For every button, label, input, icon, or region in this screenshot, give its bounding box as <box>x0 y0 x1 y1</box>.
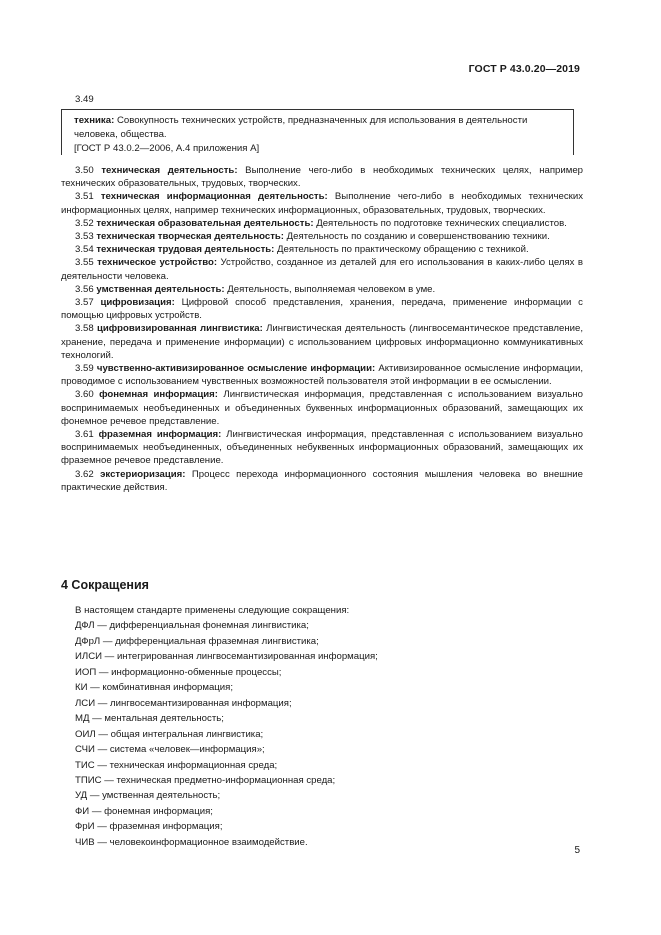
boxed-term-source: [ГОСТ Р 43.0.2—2006, А.4 приложения А] <box>74 143 260 155</box>
term-entry: 3.58 цифровизированная лингвистика: Лингвистическая деятельность (лингвосемантическое представление, хранение, передача и применение информации) с использованием цифровых информационно коммуникативных технологий. <box>61 323 583 361</box>
term-entry: 3.51 техническая информационная деятельность: Выполнение чего-либо в необходимых технических информационных целях, например технических информационных, образовательных, трудовых, творческих. <box>61 191 583 216</box>
list-item: ФрИ — фраземная информация; <box>75 821 223 833</box>
standard-code: ГОСТ Р 43.0.20—2019 <box>468 63 580 75</box>
term-entry: 3.61 фраземная информация: Лингвистическая информация, представленная с использованием визуально воспринимаемых необъединенных, объединенных небуквенных информационных образований, замещающих их фраземное речевое представление. <box>61 429 584 467</box>
term-entry: 3.53 техническая творческая деятельность: Деятельность по созданию и совершенствованию техники. <box>75 231 550 243</box>
boxed-term-text: Совокупность технических устройств, предназначенных для использования в деятельности человека, общества. <box>74 115 528 141</box>
list-item: КИ — комбинативная информация; <box>75 682 234 694</box>
term-entry: 3.54 техническая трудовая деятельность: Деятельность по практическому обращению с техникой. <box>75 244 529 256</box>
term-entry: 3.62 экстериоризация: Процесс перехода информационного состояния мышления человека во внешние практические действия. <box>61 468 583 493</box>
term-entry: 3.60 фонемная информация: Лингвистическая информация, представленная с использованием визуально воспринимаемых необъединенных и объединенных буквенных информационных образований, замещающих их фонемное речевое представление. <box>61 389 583 427</box>
list-item: ОИЛ — общая интегральная лингвистика; <box>75 728 264 740</box>
list-item: УД — умственная деятельность; <box>75 790 221 802</box>
section-title: 4 Сокращения <box>61 578 149 592</box>
term-entry: 3.52 техническая образовательная деятельность: Деятельность по подготовке технических специалистов. <box>75 217 567 229</box>
list-item: ЛСИ — лингвосемантизированная информация; <box>75 697 292 709</box>
term-entry: 3.55 техническое устройство: Устройство, созданное из деталей для его использования в каких-либо целях в деятельности человека. <box>61 257 583 282</box>
list-item: ДФЛ — дифференциальная фонемная лингвистика; <box>75 620 309 632</box>
list-item: ФИ — фонемная информация; <box>75 805 213 817</box>
term-entry: 3.59 чувственно-активизированное осмысление информации: Активизированное осмысление информации, проводимое с использованием чувственных возможностей пользователя этой информации в ее осмыслении. <box>61 363 584 388</box>
list-item: МД — ментальная деятельность; <box>75 713 224 725</box>
list-item: ДФрЛ — дифференциальная фраземная лингвистика; <box>75 635 319 647</box>
list-item: ЧИВ — человекоинформационное взаимодействие. <box>75 836 308 848</box>
term-entry: 3.50 техническая деятельность: Выполнение чего-либо в необходимых технических целях, например технических образовательных, трудовых, творческих. <box>61 165 584 190</box>
list-item: ТИС — техническая информационная среда; <box>75 759 278 771</box>
boxed-term-title: техника: <box>74 115 115 126</box>
abbreviation-intro: В настоящем стандарте применены следующие сокращения: <box>75 605 350 616</box>
list-item: СЧИ — система «человек—информация»; <box>75 744 265 756</box>
term-entry: 3.56 умственная деятельность: Деятельность, выполняемая человеком в уме. <box>75 283 436 295</box>
boxed-term-definition <box>61 109 574 155</box>
list-item: ИЛСИ — интегрированная лингвосемантизированная информация; <box>75 651 378 663</box>
boxed-term-number: 3.49 <box>75 94 94 105</box>
list-item: ТПИС — техническая предметно-информационная среда; <box>75 774 336 786</box>
term-entries <box>61 164 583 494</box>
term-entry: 3.57 цифровизация: Цифровой способ представления, хранения, передача, применение информации с помощью цифровых устройств. <box>61 297 583 322</box>
list-item: ИОП — информационно-обменные процессы; <box>75 666 282 678</box>
page-number: 5 <box>574 845 580 856</box>
abbreviation-list <box>75 603 378 850</box>
